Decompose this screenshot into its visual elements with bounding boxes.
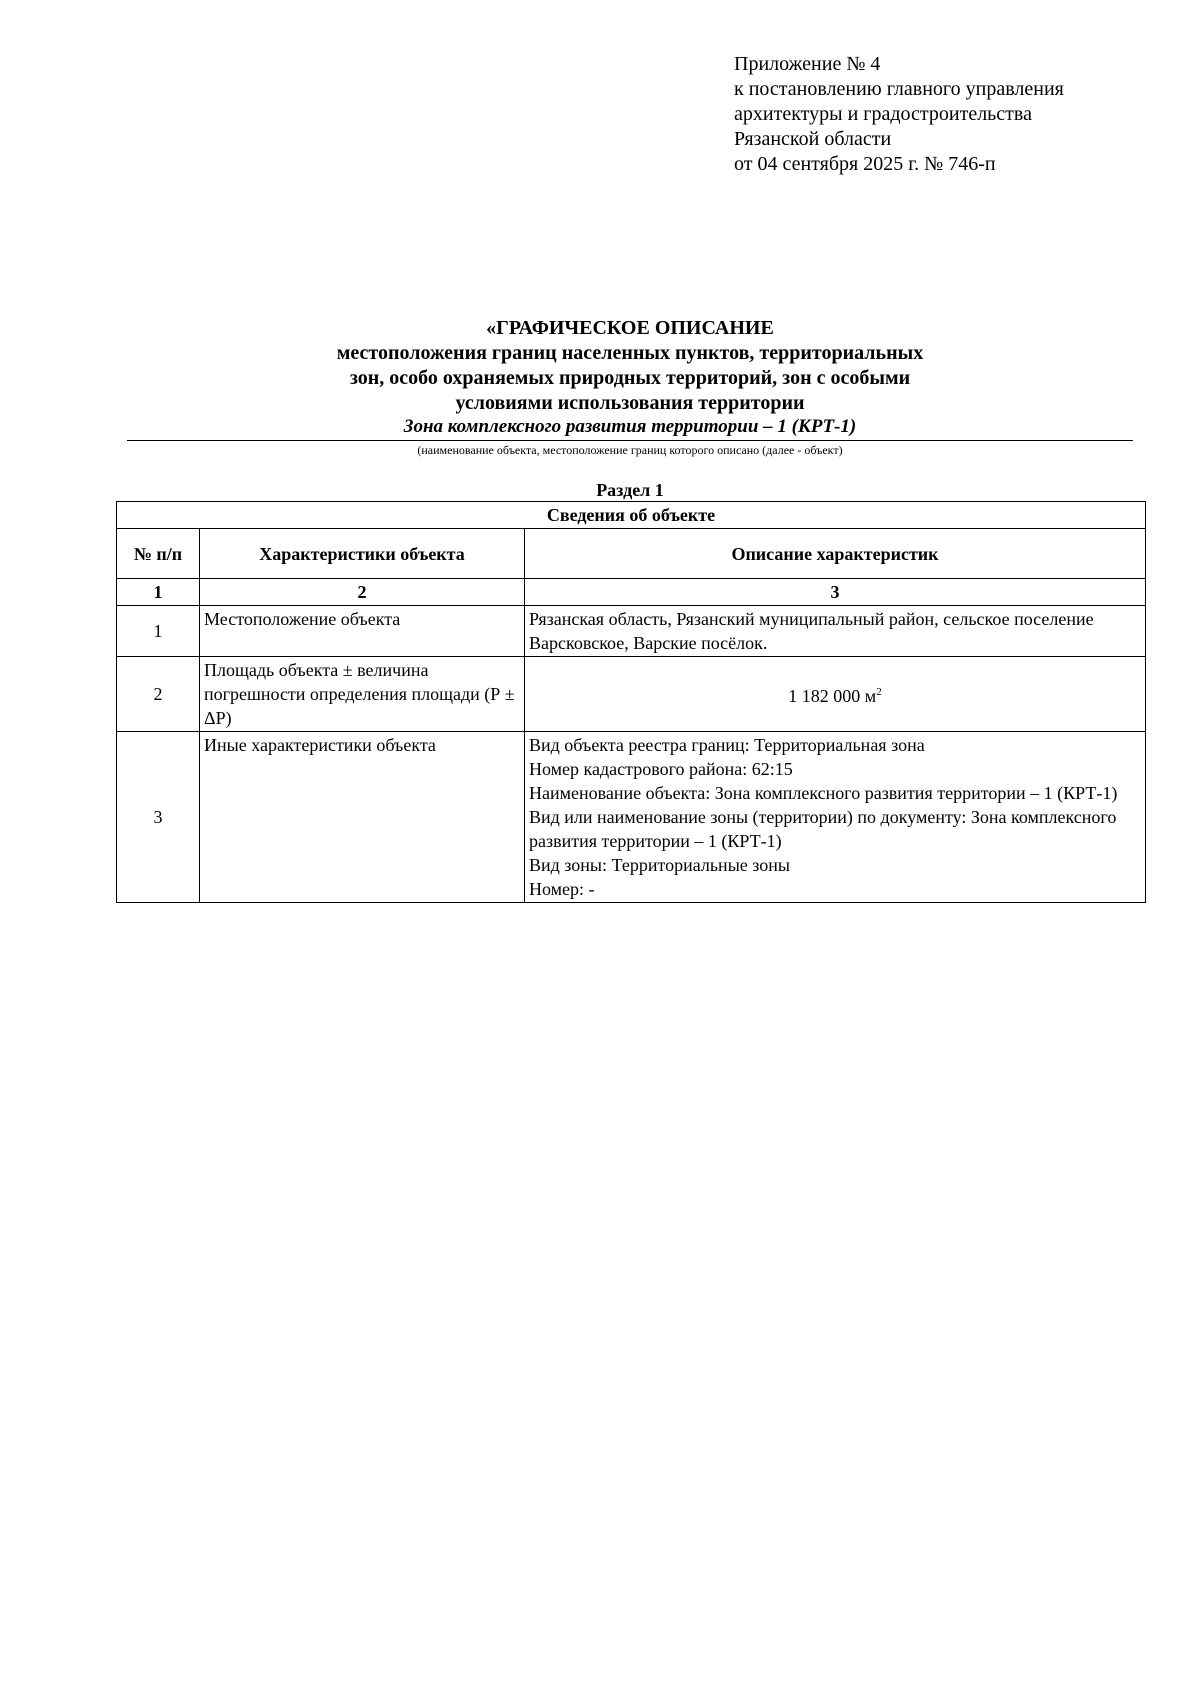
description-line: Вид зоны: Территориальные зоны xyxy=(529,855,791,875)
row-characteristic: Местоположение объекта xyxy=(200,606,525,657)
description-line: Наименование объекта: Зона комплексного развития территории – 1 (КРТ-1) xyxy=(529,783,1118,803)
row-characteristic: Иные характеристики объекта xyxy=(200,732,525,903)
header-num: № п/п xyxy=(117,529,200,579)
row-description xyxy=(525,606,1146,657)
appendix-line: Рязанской области xyxy=(734,128,892,150)
section-label: Раздел 1 xyxy=(596,480,664,500)
table-header-row xyxy=(117,529,1146,579)
description-line: Вид объекта реестра границ: Территориальная зона xyxy=(529,735,925,755)
row-num: 2 xyxy=(117,657,200,732)
appendix-line: к постановлению главного управления xyxy=(734,78,1064,100)
table-title-row xyxy=(117,502,1146,529)
description-line: Рязанская область, Рязанский муниципальный район, сельское поселение Варсковское, Варские посёлок. xyxy=(529,609,1094,653)
column-number: 3 xyxy=(525,579,1146,606)
area-unit-superscript: 2 xyxy=(876,686,882,698)
document-subtitle-line: условиями использования территории xyxy=(455,392,805,414)
appendix-line: Приложение № 4 xyxy=(734,53,881,75)
row-num: 1 xyxy=(117,606,200,657)
column-number-row xyxy=(117,579,1146,606)
document-subtitle-line: зон, особо охраняемых природных территорий, зон с особыми xyxy=(349,367,911,389)
description-line: Номер кадастрового района: 62:15 xyxy=(529,759,793,779)
document-title: «ГРАФИЧЕСКОЕ ОПИСАНИЕ xyxy=(486,317,774,339)
table-row xyxy=(117,732,1146,903)
document-title-block xyxy=(127,316,1133,458)
row-num: 3 xyxy=(117,732,200,903)
description-line: Вид или наименование зоны (территории) по документу: Зона комплексного развития территории – 1 (КРТ-1) xyxy=(529,807,1117,851)
row-area-value xyxy=(525,657,1146,732)
header-description: Описание характеристик xyxy=(525,529,1146,579)
appendix-line: от 04 сентября 2025 г. № 746-п xyxy=(734,153,996,175)
object-name: Зона комплексного развития территории – 1 (КРТ-1) xyxy=(127,416,1133,441)
column-number: 2 xyxy=(200,579,525,606)
object-info-table xyxy=(116,501,1146,903)
appendix-line: архитектуры и градостроительства xyxy=(734,103,1032,125)
table-row xyxy=(117,657,1146,732)
area-value: 1 182 000 м xyxy=(788,686,877,706)
header-characteristic: Характеристики объекта xyxy=(200,529,525,579)
table-title: Сведения об объекте xyxy=(117,502,1146,529)
row-description xyxy=(525,732,1146,903)
document-subtitle-line: местоположения границ населенных пунктов, территориальных xyxy=(336,342,924,364)
object-name-caption: (наименование объекта, местоположение границ которого описано (далее - объект) xyxy=(417,443,843,457)
description-line: Номер: - xyxy=(529,879,595,899)
appendix-header xyxy=(734,52,1064,177)
table-row xyxy=(117,606,1146,657)
column-number: 1 xyxy=(117,579,200,606)
row-characteristic: Площадь объекта ± величина погрешности определения площади (Р ± ΔР) xyxy=(200,657,525,732)
